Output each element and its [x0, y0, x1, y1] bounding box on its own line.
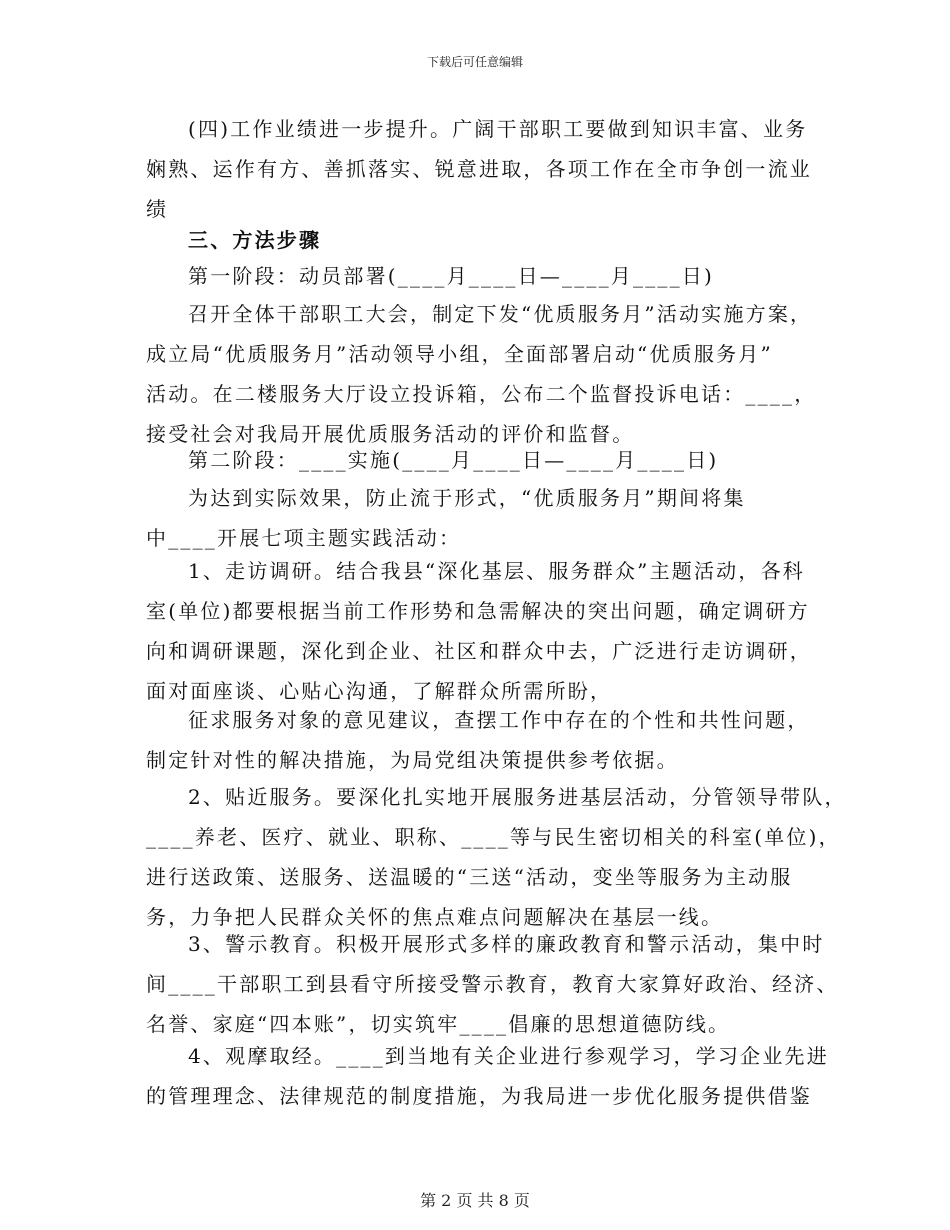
text-line: 间____干部职工到县看守所接受警示教育，教育大家算好政治、经济、 — [146, 972, 839, 996]
text-line: 第一阶段：动员部署(____月____日—____月____日) — [188, 264, 715, 288]
text-line: 务，力争把人民群众关怀的焦点难点问题解决在基层一线。 — [146, 905, 724, 929]
text-line: ____养老、医疗、就业、职称、____等与民生密切相关的科室(单位)， — [146, 825, 841, 849]
text-line: 2、贴近服务。要深化扎实地开展服务进基层活动，分管领导带队， — [188, 785, 847, 809]
text-line: 进行送政策、送服务、送温暖的“三送“活动，变坐等服务为主动服 — [146, 865, 793, 889]
text-line: 面对面座谈、心贴心沟通，了解群众所需所盼， — [146, 679, 613, 703]
section-heading — [0, 220, 321, 260]
page-header: 下载后可任意编辑 — [426, 55, 523, 69]
text-line: 接受社会对我局开展优质服务活动的评价和监督。 — [146, 422, 635, 446]
paragraph-work-performance — [0, 109, 812, 229]
page-footer: 第 2 页 共 8 页 — [420, 1191, 530, 1210]
text-line: (四)工作业绩进一步提升。广阔干部职工要做到知识丰富、业务 — [188, 117, 808, 141]
text-line: 召开全体干部职工大会，制定下发“优质服务月”活动实施方案， — [188, 302, 813, 326]
item-close-service — [0, 777, 847, 937]
text-line: 征求服务对象的意见建议，查摆工作中存在的个性和共性问题， — [188, 708, 810, 732]
paragraph-mobilization — [0, 294, 816, 454]
text-line: 中____开展七项主题实践活动： — [146, 526, 462, 550]
text-line: 制定针对性的解决措施，为局党组决策提供参考依据。 — [146, 748, 679, 772]
text-line: 向和调研课题，深化到企业、社区和群众中去，广泛进行走访调研， — [146, 639, 812, 663]
heading-text: 三、方法步骤 — [188, 228, 322, 252]
item-visit-research-continued — [0, 700, 810, 780]
text-line: 绩 — [146, 197, 169, 221]
stage-two-title — [0, 440, 718, 480]
item-visit-research — [0, 551, 812, 711]
paragraph-activities-intro — [0, 478, 746, 558]
text-line: 为达到实际效果，防止流于形式，“优质服务月”期间将集 — [188, 486, 746, 510]
stage-one-title — [0, 256, 714, 296]
item-warning-education — [0, 924, 839, 1044]
text-line: 的管理理念、法律规范的制度措施，为我局进一步优化服务提供借鉴 — [146, 1084, 812, 1108]
text-line: 娴熟、运作有方、善抓落实、锐意进取，各项工作在全市争创一流业 — [146, 157, 812, 181]
text-line: 名誉、家庭“四本账”，切实筑牢____倡廉的思想道德防线。 — [146, 1012, 731, 1036]
text-line: 室(单位)都要根据当前工作形势和急需解决的突出问题，确定调研方 — [146, 599, 810, 623]
text-line: 活动。在二楼服务大厅设立投诉箱，公布二个监督投诉电话：____， — [146, 382, 817, 406]
text-line: 4、观摩取经。____到当地有关企业进行参观学习，学习企业先进 — [188, 1044, 829, 1068]
text-line: 成立局“优质服务月”活动领导小组，全面部署启动“优质服务月” — [146, 342, 773, 366]
text-line: 第二阶段：____实施(____月____日—____月____日) — [188, 448, 719, 472]
item-observation-learning — [0, 1036, 829, 1116]
text-line: 3、警示教育。积极开展形式多样的廉政教育和警示活动，集中时 — [188, 932, 825, 956]
text-line: 1、走访调研。结合我县“深化基层、服务群众”主题活动，各科 — [188, 559, 805, 583]
